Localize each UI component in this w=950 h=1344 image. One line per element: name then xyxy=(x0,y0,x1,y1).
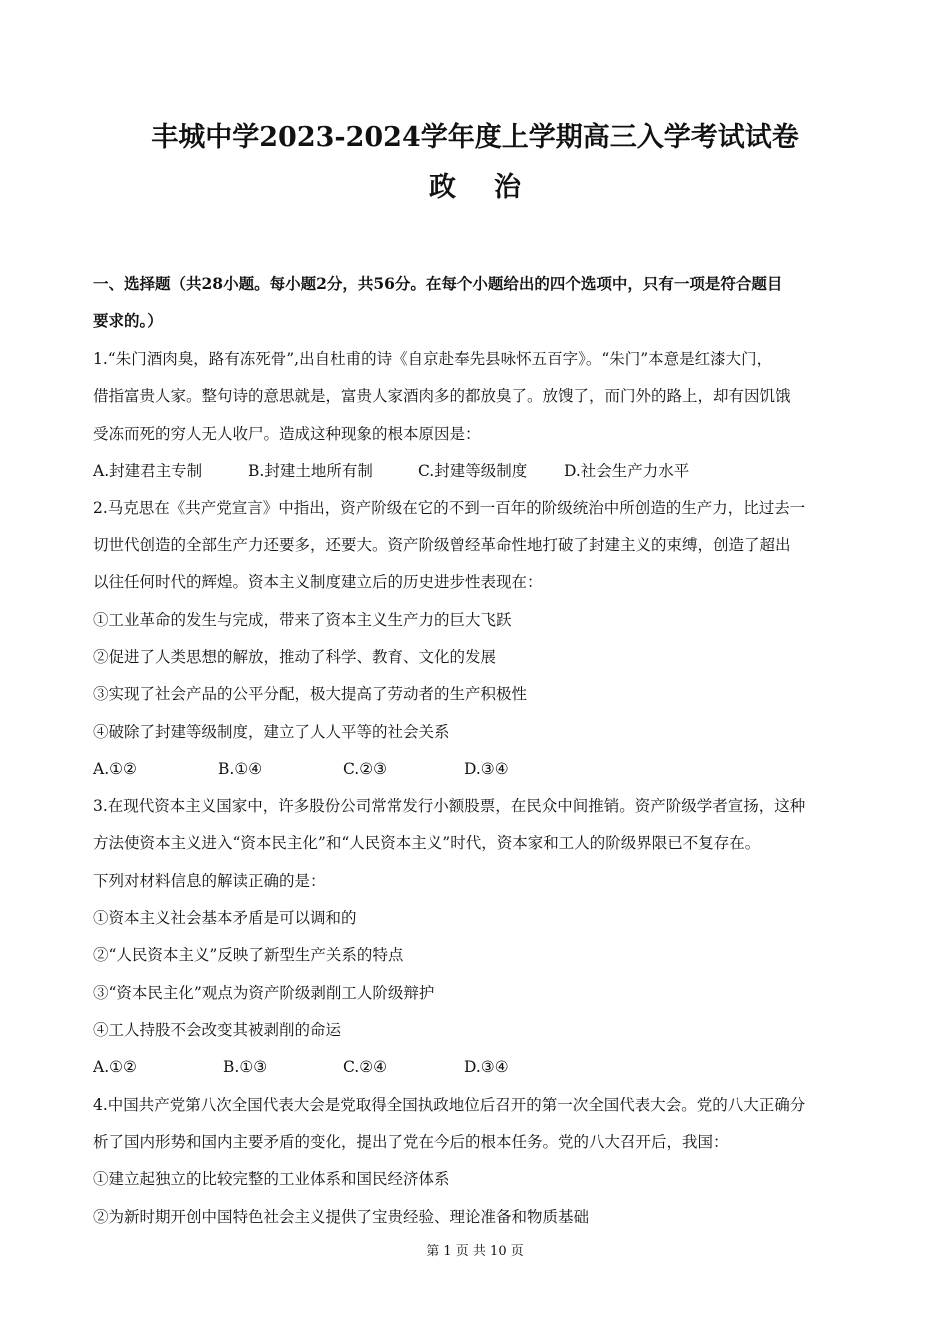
question-2-item-4: ④破除了封建等级制度，建立了人人平等的社会关系 xyxy=(93,723,450,741)
question-1-option-a: A.封建君主专制 xyxy=(93,462,203,480)
question-2-option-b: B.①④ xyxy=(218,760,263,778)
question-2-line-2: 切世代创造的全部生产力还要多，还要大。资产阶级曾经革命性地打破了封建主义的束缚，创造了超出 xyxy=(93,536,791,554)
question-1-options xyxy=(93,459,689,483)
question-3-options xyxy=(93,1055,509,1079)
question-1-line-1: 1.“朱门酒肉臭，路有冻死骨”,出自杜甫的诗《自京赴奉先县咏怀五百字》。“朱门”本意是红漆大门， xyxy=(93,350,773,368)
question-2-item-1: ①工业革命的发生与完成，带来了资本主义生产力的巨大飞跃 xyxy=(93,611,512,629)
question-4-item-2: ②为新时期开创中国特色社会主义提供了宝贵经验、理论准备和物质基础 xyxy=(93,1208,590,1226)
question-3-option-a: A.①② xyxy=(93,1058,137,1076)
question-3-option-c: C.②④ xyxy=(343,1058,388,1076)
section-heading-line-1: 一、选择题（共28小题。每小题2分，共56分。在每个小题给出的四个选项中，只有一项是符合题目 xyxy=(93,274,783,293)
question-1-option-b: B.封建土地所有制 xyxy=(248,462,373,480)
question-1-line-2: 借指富贵人家。整句诗的意思就是，富贵人家酒肉多的都放臭了。放馊了，而门外的路上，却有因饥饿 xyxy=(93,387,791,405)
question-3-option-b: B.①③ xyxy=(223,1058,268,1076)
question-2-item-2: ②促进了人类思想的解放，推动了科学、教育、文化的发展 xyxy=(93,648,497,666)
question-3-line-1: 3.在现代资本主义国家中，许多股份公司常常发行小额股票，在民众中间推销。资产阶级学者宣扬，这种 xyxy=(93,797,806,815)
question-2-item-3: ③实现了社会产品的公平分配，极大提高了劳动者的生产积极性 xyxy=(93,685,528,703)
question-2-options xyxy=(93,757,509,781)
question-3-line-2: 方法使资本主义进入“资本民主化”和“人民资本主义”时代，资本家和工人的阶级界限已不复存在。 xyxy=(93,834,761,852)
exam-title: 丰城中学2023-2024学年度上学期高三入学考试试卷 xyxy=(151,122,799,153)
question-3-item-3: ③“资本民主化”观点为资产阶级剥削工人阶级辩护 xyxy=(93,984,435,1002)
page-footer: 第 1 页 共 10 页 xyxy=(426,1244,524,1259)
subject-title: 政治 xyxy=(429,172,559,203)
question-2-line-1: 2.马克思在《共产党宣言》中指出，资产阶级在它的不到一百年的阶级统治中所创造的生产力，比过去一 xyxy=(93,499,806,517)
question-2-option-a: A.①② xyxy=(93,760,137,778)
question-2-line-3: 以往任何时代的辉煌。资本主义制度建立后的历史进步性表现在： xyxy=(93,573,543,591)
question-3-option-d: D.③④ xyxy=(464,1058,509,1076)
section-heading-line-2: 要求的。） xyxy=(93,311,163,330)
question-3-item-4: ④工人持股不会改变其被剥削的命运 xyxy=(93,1021,342,1039)
question-3-item-1: ①资本主义社会基本矛盾是可以调和的 xyxy=(93,909,357,927)
question-1-option-c: C.封建等级制度 xyxy=(418,462,528,480)
question-4-line-1: 4.中国共产党第八次全国代表大会是党取得全国执政地位后召开的第一次全国代表大会。党的八大正确分 xyxy=(93,1096,806,1114)
question-4-line-2: 析了国内形势和国内主要矛盾的变化，提出了党在今后的根本任务。党的八大召开后，我国： xyxy=(93,1133,729,1151)
question-1-line-3: 受冻而死的穷人无人收尸。造成这种现象的根本原因是： xyxy=(93,425,481,443)
question-4-item-1: ①建立起独立的比较完整的工业体系和国民经济体系 xyxy=(93,1170,450,1188)
question-1-option-d: D.社会生产力水平 xyxy=(564,462,690,480)
question-3-item-2: ②“人民资本主义”反映了新型生产关系的特点 xyxy=(93,946,404,964)
question-2-option-d: D.③④ xyxy=(464,760,509,778)
question-2-option-c: C.②③ xyxy=(343,760,388,778)
question-3-line-3: 下列对材料信息的解读正确的是： xyxy=(93,872,326,890)
